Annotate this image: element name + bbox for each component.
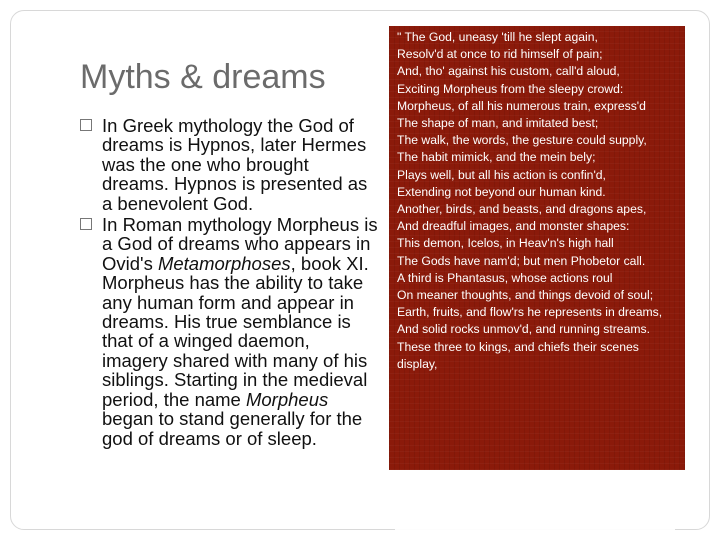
bullet-emphasis-morpheus: Morpheus <box>245 388 329 410</box>
poem-line: Extending not beyond our human kind. <box>397 184 606 199</box>
poem-line: Plays well, but all his action is confin'd, <box>397 167 606 182</box>
bullet-text: In Roman mythology Morpheus is a God of dreams who appears in Ovid's <box>102 214 378 274</box>
poem-text <box>389 26 685 373</box>
poem-line: The habit mimick, and the mein bely; <box>397 150 596 165</box>
bullet-text-end: began to stand generally for the god of dreams or of sleep. <box>102 408 363 449</box>
poem-line: The shape of man, and imitated best; <box>397 116 599 131</box>
poem-line: This demon, Icelos, in Heav'n's high hall <box>397 236 614 251</box>
poem-line: On meaner thoughts, and things devoid of soul; <box>397 288 654 303</box>
poem-line: Exciting Morpheus from the sleepy crowd: <box>397 81 624 96</box>
poem-line: And solid rocks unmov'd, and running streams. <box>397 322 650 337</box>
bullet-list <box>80 116 380 450</box>
poem-line: Another, birds, and beasts, and dragons apes, <box>397 202 647 217</box>
poem-quote-box <box>389 26 685 470</box>
bullet-marker-icon <box>80 119 92 131</box>
poem-line: And dreadful images, and monster shapes: <box>397 219 630 234</box>
slide-title: Myths & dreams <box>80 58 326 96</box>
bullet-emphasis-metamorphoses: Metamorphoses <box>157 252 291 274</box>
bullet-marker-icon <box>80 218 92 230</box>
poem-line: The Gods have nam'd; but men Phobetor call. <box>397 253 646 268</box>
poem-line: Morpheus, of all his numerous train, express'd <box>397 98 646 113</box>
bullet-text-continued: , book XI. Morpheus has the ability to take any human form and appear in dreams. His true semblance is that of a winged daemon, imagery shared with many of his siblings. Starting in the medieval period, the name <box>102 252 369 410</box>
bullet-item-greek <box>80 116 380 213</box>
poem-fade <box>395 470 675 540</box>
poem-line: Resolv'd at once to rid himself of pain; <box>397 47 603 62</box>
poem-line: " The God, uneasy 'till he slept again, <box>397 30 598 44</box>
bullet-item-roman <box>80 215 380 448</box>
poem-line: The walk, the words, the gesture could supply, <box>397 133 647 148</box>
poem-line: These three to kings, and chiefs their scenes display, <box>397 339 639 371</box>
poem-line: And, tho' against his custom, call'd aloud, <box>397 64 620 79</box>
poem-line: Earth, fruits, and flow'rs he represents in dreams, <box>397 305 663 320</box>
bullet-text: In Greek mythology the God of dreams is Hypnos, later Hermes was the one who brought dreams. Hypnos is presented as a benevolent God. <box>102 115 368 214</box>
poem-line: A third is Phantasus, whose actions roul <box>397 270 613 285</box>
